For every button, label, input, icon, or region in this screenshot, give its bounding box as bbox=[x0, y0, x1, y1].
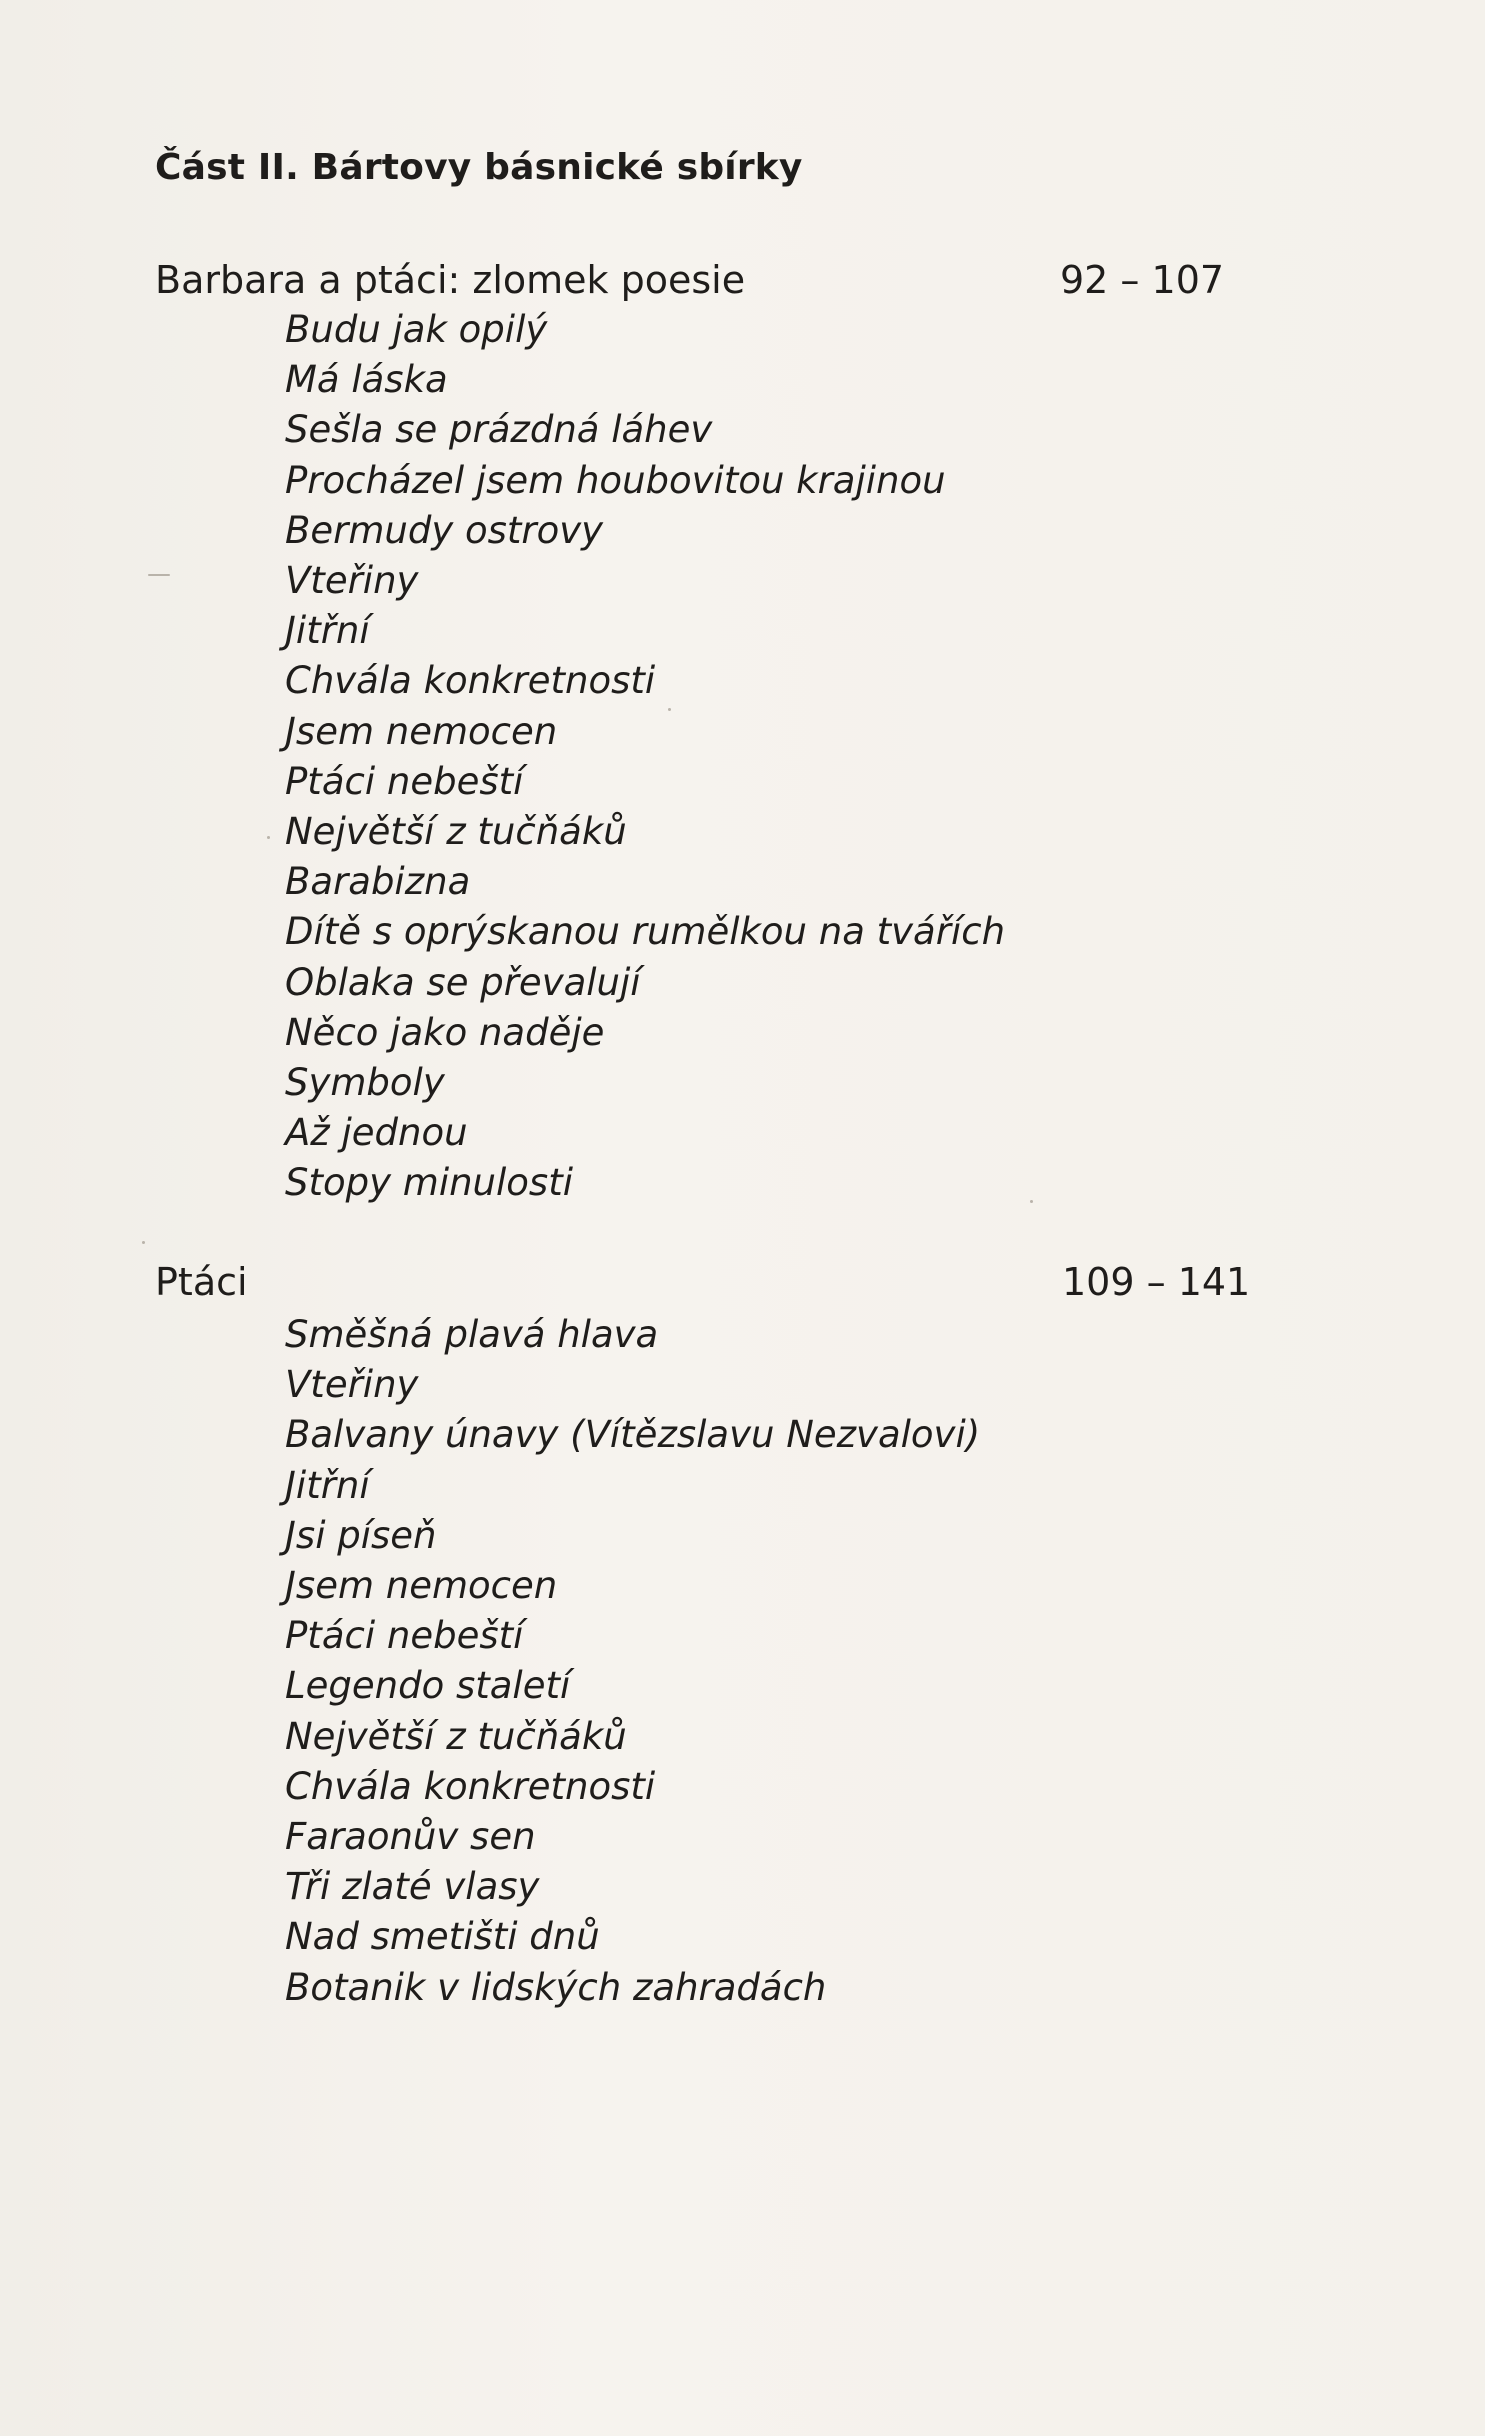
poem-title: Nad smetišti dnů bbox=[285, 1915, 600, 1959]
poem-title: Botanik v lidských zahradách bbox=[285, 1965, 827, 2009]
paper-speck bbox=[668, 708, 671, 711]
collection-title: Ptáci bbox=[155, 1260, 248, 1304]
poem-title: Ptáci nebeští bbox=[285, 1614, 524, 1658]
collection-entry bbox=[155, 1257, 1251, 2013]
poem-title: Barabizna bbox=[285, 860, 471, 904]
poem-title: Sešla se prázdná láhev bbox=[285, 408, 713, 452]
poem-title: Vteřiny bbox=[285, 559, 419, 603]
paper-speck bbox=[142, 1241, 145, 1244]
poem-title: Až jednou bbox=[285, 1111, 468, 1155]
poem-title: Největší z tučňáků bbox=[285, 1714, 627, 1758]
poem-title: Tři zlaté vlasy bbox=[285, 1865, 540, 1909]
poem-title: Budu jak opilý bbox=[285, 308, 548, 351]
collection-page-range: 92 – 107 bbox=[1060, 258, 1225, 302]
poem-title: Jitřní bbox=[285, 1463, 370, 1507]
poem-title: Symboly bbox=[285, 1061, 445, 1105]
poem-title: Vteřiny bbox=[285, 1363, 419, 1407]
poem-list bbox=[155, 305, 1235, 1209]
poem-title: Stopy minulosti bbox=[285, 1161, 573, 1205]
paper-speck bbox=[1030, 1200, 1033, 1203]
collection-page-range: 109 – 141 bbox=[1062, 1260, 1251, 1304]
paper-speck bbox=[148, 574, 170, 576]
poem-title: Legendo staletí bbox=[285, 1664, 571, 1708]
poem-title: Jsi píseň bbox=[285, 1513, 437, 1557]
poem-title: Chvála konkretnosti bbox=[285, 1764, 656, 1808]
collection-title: Barbara a ptáci: zlomek poesie bbox=[155, 258, 746, 302]
poem-title: Bermudy ostrovy bbox=[285, 508, 604, 552]
poem-title: Faraonův sen bbox=[285, 1815, 536, 1859]
poem-title: Chvála konkretnosti bbox=[285, 659, 656, 703]
poem-title: Největší z tučňáků bbox=[285, 810, 627, 854]
poem-title: Něco jako naděje bbox=[285, 1010, 605, 1054]
paper-speck bbox=[267, 836, 270, 839]
poem-title: Procházel jsem houbovitou krajinou bbox=[285, 458, 946, 502]
poem-title: Oblaka se převalují bbox=[285, 960, 641, 1004]
poem-title: Jsem nemocen bbox=[285, 1564, 558, 1608]
collection-header bbox=[155, 1257, 1251, 1310]
section-title: Část II. Bártovy básnické sbírky bbox=[155, 147, 803, 188]
poem-title: Směšná plavá hlava bbox=[285, 1313, 659, 1356]
poem-title: Dítě s oprýskanou rumělkou na tvářích bbox=[285, 910, 1006, 954]
poem-title: Jitřní bbox=[285, 609, 370, 653]
poem-title: Balvany únavy (Vítězslavu Nezvalovi) bbox=[285, 1413, 981, 1457]
poem-title: Ptáci nebeští bbox=[285, 759, 524, 803]
collection-entry bbox=[155, 255, 1235, 1209]
poem-title: Má láska bbox=[285, 358, 448, 402]
collection-header bbox=[155, 255, 1235, 305]
poem-list bbox=[155, 1310, 1235, 2013]
poem-title: Jsem nemocen bbox=[285, 709, 558, 753]
